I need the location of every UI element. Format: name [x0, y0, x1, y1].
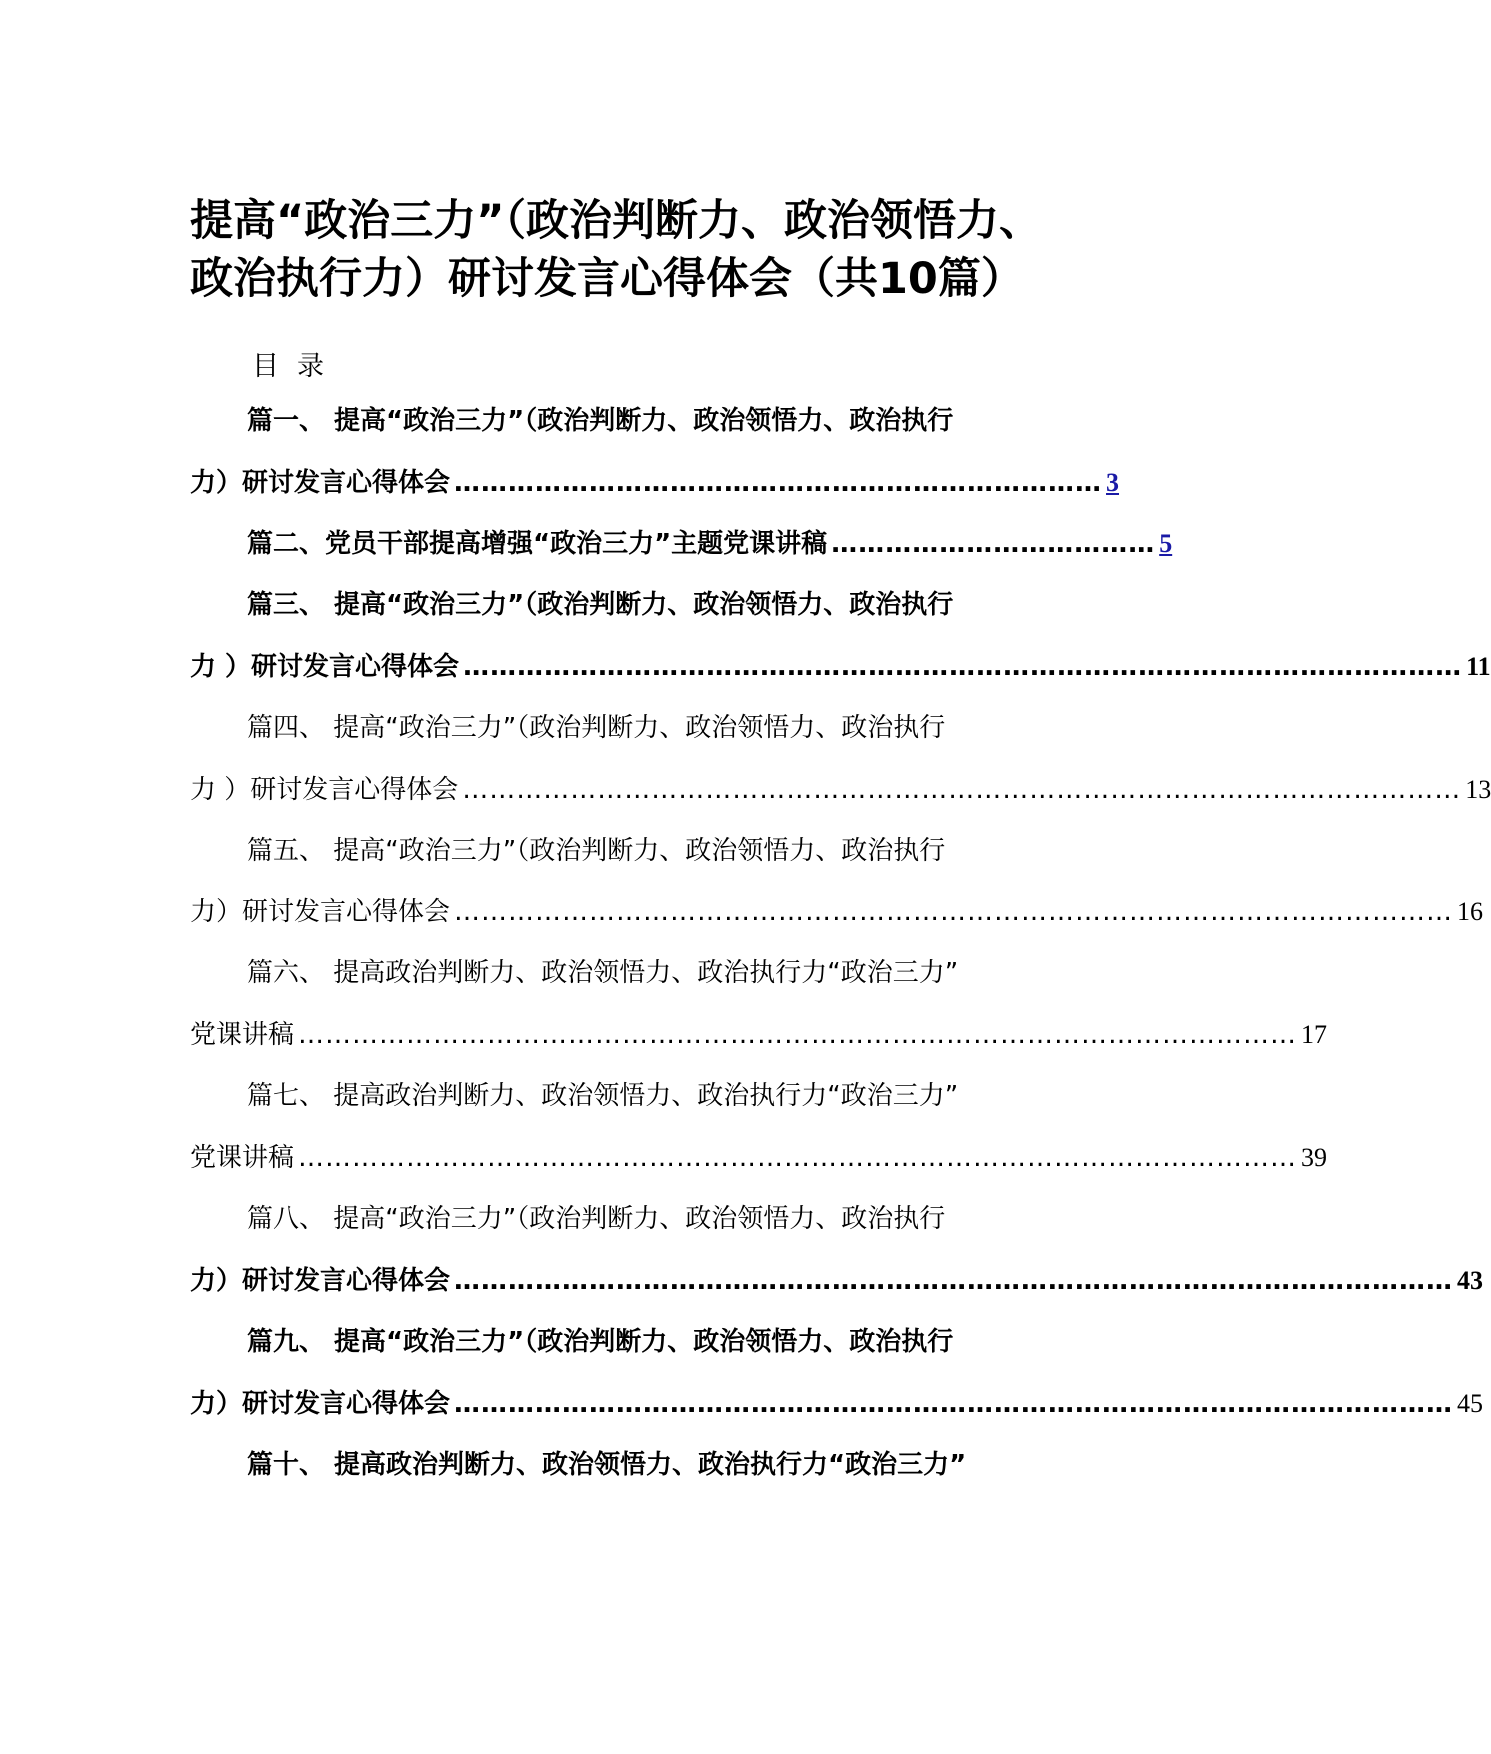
toc-leader: …………………………………………………………………………………………………: [462, 775, 1462, 805]
toc-entry-3-line2[interactable]: [190, 647, 1491, 687]
toc-entry-8-line2[interactable]: [190, 1261, 1484, 1301]
toc-entry-6-page[interactable]: 17: [1301, 1020, 1328, 1049]
toc-entry-5-line2[interactable]: [190, 892, 1484, 932]
toc-entry-4-line2[interactable]: [190, 770, 1491, 810]
toc-entry-3-text: 力 ）研讨发言心得体会: [190, 652, 460, 682]
toc-entry-9-page[interactable]: 45: [1457, 1389, 1484, 1418]
toc-leader: ………………………………: [831, 529, 1156, 559]
toc-leader: …………………………………………………………………………………………………: [463, 652, 1463, 682]
toc-entry-8-line1[interactable]: 篇八、 提高“政治三力”（政治判断力、政治领悟力、政治执行: [247, 1204, 946, 1234]
toc-entry-8-text: 力）研讨发言心得体会: [190, 1266, 451, 1296]
toc-leader: …………………………………………………………………………………………………: [454, 1389, 1454, 1419]
toc-entry-1-page[interactable]: 3: [1106, 468, 1120, 497]
toc-entry-7-text: 党课讲稿: [190, 1143, 295, 1173]
toc-entry-2[interactable]: [247, 524, 1173, 564]
toc-entry-3-page[interactable]: 11: [1466, 652, 1491, 681]
toc-leader: …………………………………………………………………………………………………: [298, 1020, 1298, 1050]
toc-entry-4-text: 力 ）研讨发言心得体会: [190, 775, 459, 805]
toc-entry-3-line1[interactable]: 篇三、 提高“政治三力”（政治判断力、政治领悟力、政治执行: [247, 590, 954, 620]
toc-entry-1-line2[interactable]: [190, 463, 1120, 503]
toc-entry-7-line2[interactable]: [190, 1138, 1328, 1178]
title-line-1: 提高“政治三力”（政治判断力、政治领悟力、: [190, 196, 1043, 246]
toc-leader: ………………………………………………………………: [454, 468, 1103, 498]
document-title: [190, 192, 1070, 308]
toc-entry-8-page[interactable]: 43: [1457, 1266, 1484, 1295]
toc-entry-5-page[interactable]: 16: [1457, 897, 1484, 926]
toc-entry-2-page[interactable]: 5: [1159, 529, 1173, 558]
toc-entry-1-line1[interactable]: 篇一、 提高“政治三力”（政治判断力、政治领悟力、政治执行: [247, 406, 954, 436]
toc-entry-4-page[interactable]: 13: [1465, 775, 1491, 804]
toc-entry-6-text: 党课讲稿: [190, 1020, 295, 1050]
toc-leader: …………………………………………………………………………………………………: [298, 1143, 1298, 1173]
toc-entry-7-line1[interactable]: 篇七、 提高政治判断力、政治领悟力、政治执行力“政治三力”: [247, 1081, 959, 1111]
toc-entry-5-line1[interactable]: 篇五、 提高“政治三力”（政治判断力、政治领悟力、政治执行: [247, 836, 946, 866]
toc-leader: …………………………………………………………………………………………………: [454, 897, 1454, 927]
toc-entry-9-line1[interactable]: 篇九、 提高“政治三力”（政治判断力、政治领悟力、政治执行: [247, 1327, 954, 1357]
title-line-2: 政治执行力）研讨发言心得体会（共10篇）: [190, 254, 1024, 304]
toc-entry-5-text: 力）研讨发言心得体会: [190, 897, 451, 927]
toc-entry-9-text: 力）研讨发言心得体会: [190, 1389, 451, 1419]
toc-entry-6-line2[interactable]: [190, 1015, 1328, 1055]
toc-entry-1-text: 力）研讨发言心得体会: [190, 468, 451, 498]
toc-heading: 目录: [252, 351, 342, 382]
toc-entry-7-page[interactable]: 39: [1301, 1143, 1328, 1172]
toc-leader: …………………………………………………………………………………………………: [454, 1266, 1454, 1296]
toc-entry-6-line1[interactable]: 篇六、 提高政治判断力、政治领悟力、政治执行力“政治三力”: [247, 958, 959, 988]
toc-entry-9-line2[interactable]: [190, 1384, 1484, 1424]
toc-entry-10-line1[interactable]: 篇十、 提高政治判断力、政治领悟力、政治执行力“政治三力”: [247, 1450, 967, 1480]
toc-entry-4-line1[interactable]: 篇四、 提高“政治三力”（政治判断力、政治领悟力、政治执行: [247, 713, 946, 743]
toc-entry-2-text: 篇二、党员干部提高增强“政治三力”主题党课讲稿: [247, 529, 828, 559]
